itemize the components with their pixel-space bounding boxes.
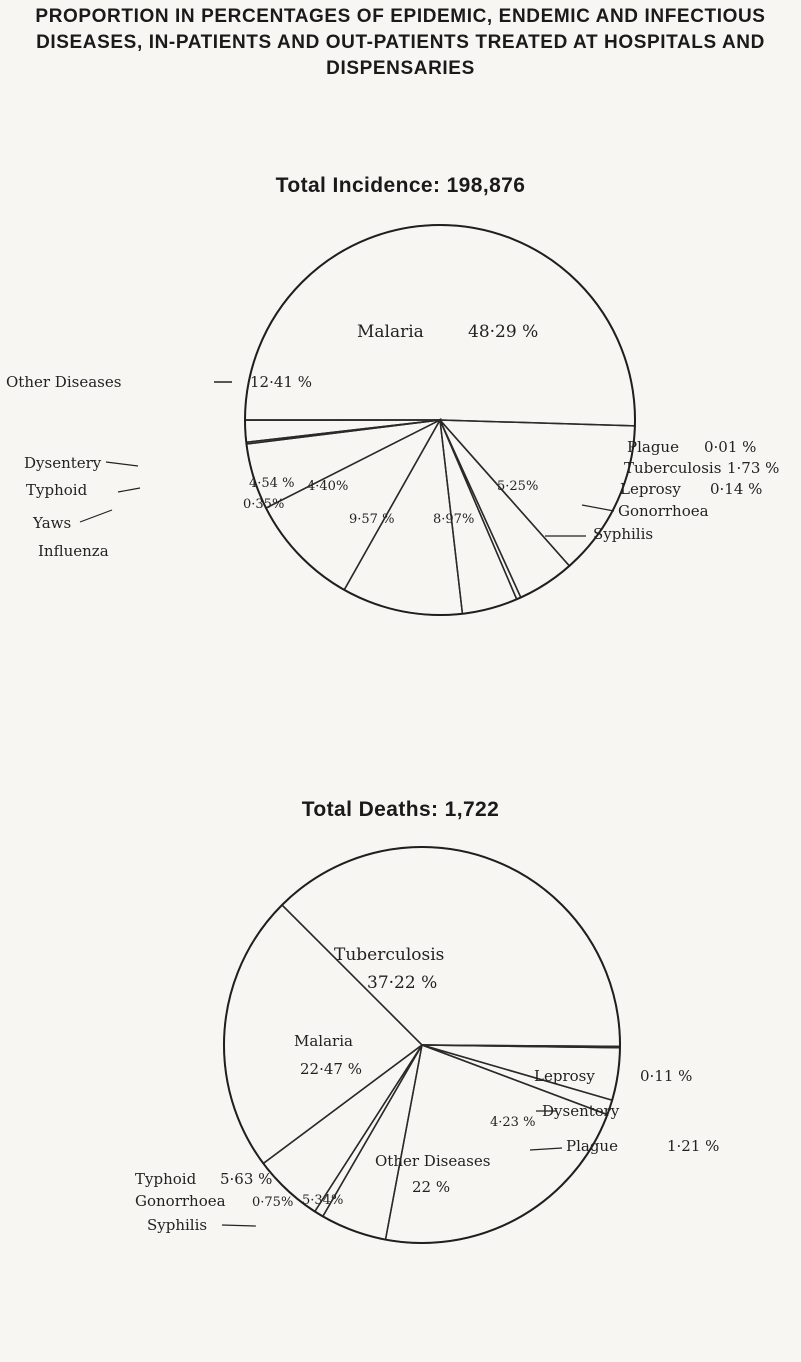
incidence-pct-leprosy: 0·14 % <box>710 480 763 498</box>
incidence-label-gonorrhoea: Gonorrhoea <box>618 502 709 520</box>
deaths-label-plague: Plague <box>566 1137 618 1155</box>
deaths-chart-title: Total Deaths: 1,722 <box>301 798 500 821</box>
deaths-label-dysentery: Dysentery <box>542 1102 620 1120</box>
incidence-label-malaria: Malaria <box>357 322 424 342</box>
deaths-pct-syphilis: 5·34% <box>302 1193 344 1208</box>
heading-line-3: DISPENSARIES <box>326 58 475 79</box>
deaths-pct-other-diseases: 22 % <box>412 1178 451 1196</box>
incidence-label-typhoid: Typhoid <box>26 481 88 499</box>
deaths-label-malaria: Malaria <box>294 1032 353 1050</box>
incidence-label-yaws: Yaws <box>33 514 72 532</box>
deaths-slice-tuberculosis <box>282 847 620 1046</box>
incidence-pct-yaws: 4·40% <box>307 479 349 494</box>
deaths-label-other-diseases: Other Diseases <box>375 1152 491 1170</box>
deaths-pct-gonorrhoea: 0·75% <box>252 1195 294 1210</box>
deaths-label-gonorrhoea: Gonorrhoea <box>135 1192 226 1210</box>
deaths-label-tuberculosis: Tuberculosis <box>334 945 445 965</box>
incidence-pct-other-diseases: 12·41 % <box>250 373 312 391</box>
incidence-pct-typhoid: 0·35% <box>243 497 285 512</box>
incidence-label-influenza: Influenza <box>38 542 109 560</box>
deaths-label-syphilis: Syphilis <box>147 1216 208 1234</box>
deaths-label-leprosy: Leprosy <box>534 1067 595 1085</box>
incidence-pct-tuberculosis: 1·73 % <box>727 459 780 477</box>
incidence-chart-title: Total Incidence: 198,876 <box>275 174 526 197</box>
incidence-pct-syphilis: 8·97% <box>433 512 475 527</box>
deaths-pct-typhoid: 5·63 % <box>220 1170 273 1188</box>
incidence-label-leprosy: Leprosy <box>620 480 681 498</box>
incidence-pct-malaria: 48·29 % <box>468 322 539 342</box>
heading-line-1: PROPORTION IN PERCENTAGES OF EPIDEMIC, ENDEMIC AND INFECTIOUS <box>35 6 766 27</box>
incidence-label-other-diseases: Other Diseases <box>6 373 122 391</box>
deaths-pct-plague: 1·21 % <box>667 1137 720 1155</box>
deaths-pct-dysentery: 4·23 % <box>490 1115 536 1130</box>
deaths-leader-syphilis <box>222 1225 256 1226</box>
deaths-pct-leprosy: 0·11 % <box>640 1067 693 1085</box>
incidence-label-plague: Plague <box>627 438 679 456</box>
heading-line-2: DISEASES, IN-PATIENTS AND OUT-PATIENTS TREATED AT HOSPITALS AND <box>36 32 765 53</box>
incidence-pct-dysentery: 4·54 % <box>249 476 295 491</box>
deaths-leader-plague <box>530 1148 562 1150</box>
deaths-pct-tuberculosis: 37·22 % <box>367 973 438 993</box>
incidence-label-syphilis: Syphilis <box>593 525 654 543</box>
incidence-pct-gonorrhoea: 5·25% <box>497 479 539 494</box>
deaths-label-typhoid: Typhoid <box>135 1170 197 1188</box>
incidence-pct-plague: 0·01 % <box>704 438 757 456</box>
incidence-pct-influenza: 9·57 % <box>349 512 395 527</box>
incidence-label-dysentery: Dysentery <box>24 454 102 472</box>
incidence-label-tuberculosis: Tuberculosis <box>624 459 722 477</box>
deaths-pct-malaria: 22·47 % <box>300 1060 362 1078</box>
